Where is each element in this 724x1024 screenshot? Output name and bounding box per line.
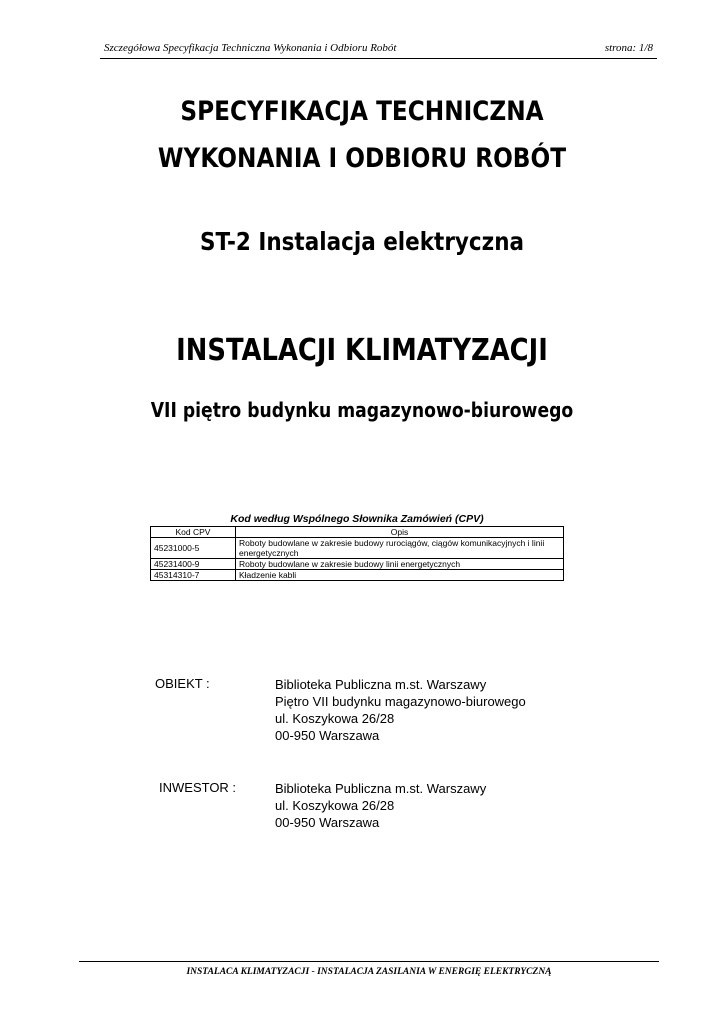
cpv-description-cell: Roboty budowlane w zakresie budowy rurociągów, ciągów komunikacyjnych i linii energetycznych (236, 538, 564, 559)
cpv-header-code: Kod CPV (151, 527, 236, 538)
obiekt-label: OBIEKT : (155, 676, 210, 691)
cpv-description-cell: Kładzenie kabli (236, 570, 564, 581)
header-page-number: strona: 1/8 (604, 42, 653, 54)
obiekt-line: Piętro VII budynku magazynowo-biurowego (275, 694, 526, 709)
cpv-description-cell: Roboty budowlane w zakresie budowy linii energetycznych (236, 559, 564, 570)
table-row (151, 570, 564, 581)
title-line-2: WYKONANIA I ODBIORU ROBÓT (157, 143, 567, 174)
title-subtitle: ST-2 Instalacja elektryczna (199, 227, 525, 256)
obiekt-line: ul. Koszykowa 26/28 (275, 711, 395, 726)
obiekt-line: Biblioteka Publiczna m.st. Warszawy (275, 677, 487, 692)
table-row (151, 538, 564, 559)
inwestor-line: Biblioteka Publiczna m.st. Warszawy (275, 781, 487, 796)
cpv-code-cell: 45314310-7 (151, 570, 236, 581)
inwestor-label: INWESTOR : (159, 780, 237, 795)
cpv-code-cell: 45231400-9 (151, 559, 236, 570)
cpv-header-description: Opis (236, 527, 564, 538)
inwestor-line: 00-950 Warszawa (275, 815, 380, 830)
cpv-table-caption: Kod według Wspólnego Słownika Zamówień (CPV) (230, 513, 484, 525)
cpv-table-header-row (151, 527, 564, 538)
title-main: INSTALACJI KLIMATYZACJI (176, 333, 548, 368)
title-location: VII piętro budynku magazynowo-biurowego (150, 398, 574, 422)
cpv-code-cell: 45231000-5 (151, 538, 236, 559)
obiekt-line: 00-950 Warszawa (275, 728, 380, 743)
table-row (151, 559, 564, 570)
inwestor-line: ul. Koszykowa 26/28 (275, 798, 395, 813)
footer-divider (79, 961, 659, 962)
title-line-1: SPECYFIKACJA TECHNICZNA (180, 96, 544, 127)
header-document-title: Szczegółowa Specyfikacja Techniczna Wykonania i Odbioru Robót (104, 42, 397, 54)
header-divider (100, 58, 657, 59)
page-footer: INSTALACA KLIMATYZACJI - INSTALACJA ZASILANIA W ENERGIĘ ELEKTRYCZNĄ (186, 967, 552, 977)
cpv-table (150, 526, 564, 581)
